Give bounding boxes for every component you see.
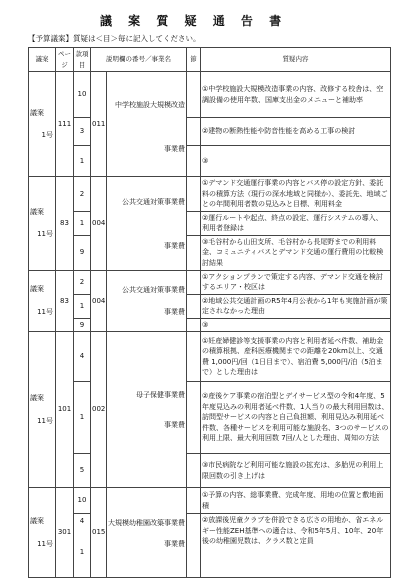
kkm-value: 3 <box>74 118 91 146</box>
setsu-cell <box>187 454 201 488</box>
header-description: 説明欄の番号／事業名 <box>91 48 187 72</box>
bill-number: 11号 <box>37 416 53 425</box>
question-text: ③毛谷村から山田支所、毛谷村から長尾野までの利用料金、コミュニティバスとデマンド交通の運行費用の比較検討結果 <box>201 235 391 270</box>
kkm-value: 9 <box>74 318 91 332</box>
bill-label: 議案 <box>30 285 44 294</box>
bill-cell <box>29 177 56 271</box>
setsu-cell <box>187 318 201 332</box>
question-text: ③ <box>201 146 391 177</box>
description-number: 015 <box>91 488 107 578</box>
project-category: 事業費 <box>164 421 185 429</box>
question-text: ②放課後児童クラブを併設できる広さの用地か、省エネルギー性能ZEH基準への適合は、令和5年5月、10年、20年後の幼稚園児数は、クラス数と定員 <box>201 514 391 578</box>
question-block <box>29 488 391 578</box>
bill-cell <box>29 72 56 177</box>
bill-label: 議案 <box>30 394 44 402</box>
project-name: 公共交通対策事業費 <box>122 285 185 294</box>
question-text: ②地域公共交通計画のR5年4月公表から1年も実施計画が策定されなかった理由 <box>201 294 391 318</box>
table-header <box>29 48 391 72</box>
bill-number: 11号 <box>37 539 53 548</box>
bill-label: 議案 <box>30 517 44 525</box>
setsu-cell <box>187 118 201 146</box>
description-number: 004 <box>91 177 107 271</box>
header-setsu: 節 <box>187 48 201 72</box>
document-title: 議 案 質 疑 通 告 書 <box>100 14 288 28</box>
kkm-value: 1 <box>74 211 91 235</box>
question-text: ①予算の内容、総事業費、完成年度、用地の位置と敷地面積 <box>201 488 391 514</box>
project-cell <box>107 177 187 271</box>
question-text: ②建物の断熱性能や防音性能を高める工事の検討 <box>201 118 391 146</box>
setsu-cell <box>187 211 201 235</box>
setsu-cell <box>187 488 201 514</box>
project-category: 事業費 <box>164 540 185 548</box>
question-text: ③市民病院など利用可能な施設の拡充は、多胎児の利用上限回数の引き上げは <box>201 454 391 488</box>
kkm-value: 2 <box>74 270 91 294</box>
kkm-value: 1 <box>79 547 85 556</box>
kkm-value: 4 <box>74 332 91 382</box>
page-number: 83 <box>56 270 74 332</box>
bill-cell <box>29 488 56 578</box>
setsu-cell <box>187 294 201 318</box>
question-notice-table <box>28 47 391 578</box>
page-number: 83 <box>56 177 74 271</box>
setsu-cell <box>187 72 201 118</box>
kkm-value: 10 <box>74 488 91 514</box>
question-block <box>29 177 391 271</box>
kkm-value: 5 <box>74 454 91 488</box>
kkm-cell <box>74 514 91 578</box>
project-cell <box>107 488 187 578</box>
project-category: 事業費 <box>164 145 185 153</box>
bill-cell <box>29 270 56 332</box>
bill-number: 11号 <box>37 230 53 239</box>
project-name: 母子保健事業費 <box>136 390 185 399</box>
bill-cell <box>29 332 56 488</box>
setsu-cell <box>187 332 201 382</box>
page-number: 301 <box>56 488 74 578</box>
header-bill: 議案 <box>29 48 56 72</box>
kkm-value: 4 <box>79 517 85 525</box>
page-number: 111 <box>56 72 74 177</box>
project-cell <box>107 332 187 488</box>
bill-number: 11号 <box>37 307 53 316</box>
kkm-value: 2 <box>74 177 91 212</box>
description-number: 011 <box>91 72 107 177</box>
bill-number: 1号 <box>41 131 53 139</box>
question-block <box>29 332 391 488</box>
bill-label: 議案 <box>30 207 44 216</box>
document-subtitle: 【予算議案】質疑は＜目＞毎に記入してください。 <box>28 34 201 43</box>
description-number: 004 <box>91 270 107 332</box>
project-name: 公共交通対策事業費 <box>122 198 185 207</box>
kkm-value: 1 <box>74 146 91 177</box>
question-block <box>29 270 391 332</box>
question-text: ②産後ケア事業の宿泊型とデイサービス型の令和4年度、5年度見込みの利用者延べ件数、1人当りの最大利用回数は、訪問型サービスの内容と自己負担額、利用見込み利用延べ件数、各種サービスを利用可能な施設名、3つのサービスの利用上限、最大利用回数 7回/人とした理由、周知の方法 <box>201 382 391 454</box>
bill-label: 議案 <box>30 108 44 117</box>
project-category: 事業費 <box>164 308 185 317</box>
kkm-value: 10 <box>74 72 91 118</box>
project-name: 中学校施設大規模改造 <box>115 100 185 109</box>
description-number: 002 <box>91 332 107 488</box>
kkm-value: 1 <box>74 382 91 454</box>
setsu-cell <box>187 235 201 270</box>
question-text: ①妊産婦健診等支援事業の内容と利用者延べ件数、補助金の積算根拠、産科医療機関までの距離を20km以上、交通費 1,000円/回（1日目まで）、宿泊費 5,000円/泊（5泊まで）とした理由は <box>201 332 391 382</box>
question-text: ①アクションプランで策定する内容、デマンド交通を検討するエリア・校区は <box>201 270 391 294</box>
project-cell <box>107 72 187 177</box>
question-text: ③ <box>201 318 391 332</box>
page-number: 101 <box>56 332 74 488</box>
setsu-cell <box>187 270 201 294</box>
header-question: 質疑内容 <box>201 48 391 72</box>
header-page: ページ <box>56 48 74 72</box>
setsu-cell <box>187 146 201 177</box>
project-name: 大規模幼稚園改築事業費 <box>108 518 185 527</box>
project-cell <box>107 270 187 332</box>
project-category: 事業費 <box>164 241 185 250</box>
question-text: ②運行ルートや起点、終点の設定、運行システムの導入、利用者登録は <box>201 211 391 235</box>
setsu-cell <box>187 177 201 212</box>
header-kkm: 款項目 <box>74 48 91 72</box>
question-block <box>29 72 391 177</box>
setsu-cell <box>187 514 201 578</box>
question-text: ①中学校施設大規模改造事業の内容、改修する校舎は、空調設備の使用年数、国庫支出金のメニューと補助率 <box>201 72 391 118</box>
question-text: ①デマンド交通運行事業の内容とバス停の設定方針、委託料の積算方法（現行の深水地域と同様か）、委託先、地域ごとの年間利用者数の見込みと目標、利用料金 <box>201 177 391 212</box>
kkm-value: 1 <box>74 294 91 318</box>
setsu-cell <box>187 382 201 454</box>
kkm-value: 9 <box>74 235 91 270</box>
